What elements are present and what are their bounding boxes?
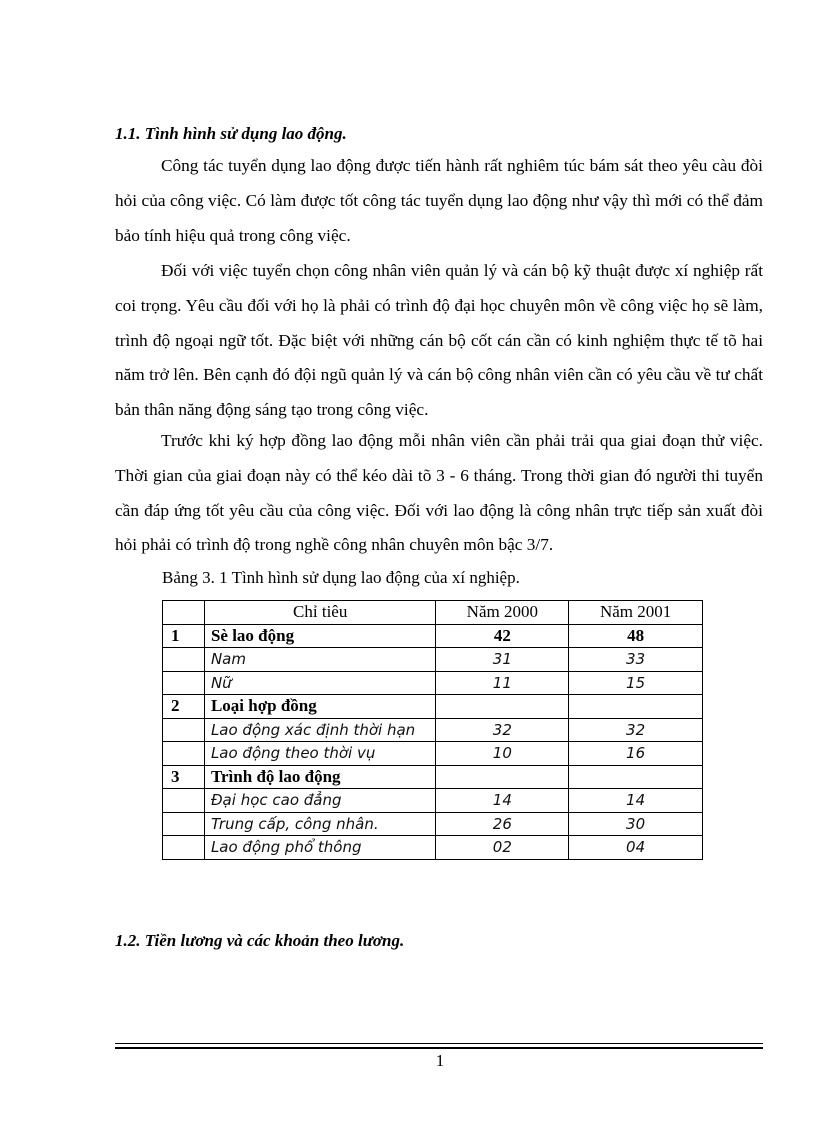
table-header-row bbox=[163, 601, 703, 625]
section-heading-1-1: 1.1. Tình hình sử dụng lao động. bbox=[115, 124, 347, 143]
group-value-2000 bbox=[436, 765, 569, 789]
index-cell bbox=[163, 718, 205, 742]
paragraph-probation: Trước khi ký hợp đồng lao động mỗi nhân viên cần phải trải qua giai đoạn thử việc. Thời gian của giai đoạn này có thể kéo dài tõ 3 - 6 tháng. Trong thời gian đó người thi tuyển cần đáp ứng tốt yêu cầu của công việc. Đối với lao động là công nhân trực tiếp sản xuất đòi hỏi phải có trình độ trong nghề công nhân chuyên môn bậc 3/7. bbox=[115, 431, 763, 555]
group-index: 1 bbox=[163, 624, 205, 648]
table-row bbox=[163, 648, 703, 672]
group-value-2000 bbox=[436, 695, 569, 719]
group-value-2001: 48 bbox=[569, 624, 703, 648]
header-index-cell bbox=[163, 601, 205, 625]
page-number: 1 bbox=[435, 1051, 445, 1070]
row-label: Lao động xác định thời hạn bbox=[204, 718, 436, 742]
group-index: 3 bbox=[163, 765, 205, 789]
group-label: Sè lao động bbox=[204, 624, 436, 648]
index-cell bbox=[163, 671, 205, 695]
index-cell bbox=[163, 812, 205, 836]
index-cell bbox=[163, 742, 205, 766]
group-label: Loại hợp đồng bbox=[204, 695, 436, 719]
section-heading-1-2: 1.2. Tiền lương và các khoản theo lương. bbox=[115, 931, 405, 950]
table-caption: Bảng 3. 1 Tình hình sử dụng lao động của xí nghiệp. bbox=[162, 568, 520, 587]
row-value-2000: 14 bbox=[436, 789, 569, 813]
table-group-row bbox=[163, 624, 703, 648]
row-label: Nam bbox=[204, 648, 436, 672]
labor-usage-table bbox=[162, 600, 703, 860]
table-row bbox=[163, 789, 703, 813]
header-year-2000: Năm 2000 bbox=[436, 601, 569, 625]
row-label: Đại học cao đẳng bbox=[204, 789, 436, 813]
index-cell bbox=[163, 789, 205, 813]
table-row bbox=[163, 836, 703, 860]
table-row bbox=[163, 812, 703, 836]
row-value-2001: 14 bbox=[569, 789, 703, 813]
group-value-2000: 42 bbox=[436, 624, 569, 648]
index-cell bbox=[163, 836, 205, 860]
row-value-2000: 26 bbox=[436, 812, 569, 836]
row-value-2001: 32 bbox=[569, 718, 703, 742]
row-value-2001: 33 bbox=[569, 648, 703, 672]
table-row bbox=[163, 718, 703, 742]
group-value-2001 bbox=[569, 765, 703, 789]
row-value-2000: 02 bbox=[436, 836, 569, 860]
group-value-2001 bbox=[569, 695, 703, 719]
row-label: Trung cấp, công nhân. bbox=[204, 812, 436, 836]
group-index: 2 bbox=[163, 695, 205, 719]
row-value-2000: 32 bbox=[436, 718, 569, 742]
row-value-2000: 10 bbox=[436, 742, 569, 766]
row-label: Lao động phổ thông bbox=[204, 836, 436, 860]
header-indicator: Chỉ tiêu bbox=[204, 601, 436, 625]
row-value-2001: 30 bbox=[569, 812, 703, 836]
table-group-row bbox=[163, 695, 703, 719]
footer-rule-thin bbox=[115, 1043, 763, 1044]
row-value-2000: 11 bbox=[436, 671, 569, 695]
table-row bbox=[163, 742, 703, 766]
table-row bbox=[163, 671, 703, 695]
row-value-2001: 04 bbox=[569, 836, 703, 860]
row-label: Nữ bbox=[204, 671, 436, 695]
header-year-2001: Năm 2001 bbox=[569, 601, 703, 625]
row-value-2001: 16 bbox=[569, 742, 703, 766]
footer-rule-thick bbox=[115, 1047, 763, 1049]
row-value-2000: 31 bbox=[436, 648, 569, 672]
row-value-2001: 15 bbox=[569, 671, 703, 695]
row-label: Lao động theo thời vụ bbox=[204, 742, 436, 766]
table-group-row bbox=[163, 765, 703, 789]
group-label: Trình độ lao động bbox=[204, 765, 436, 789]
index-cell bbox=[163, 648, 205, 672]
paragraph-selection: Đối với việc tuyển chọn công nhân viên quản lý và cán bộ kỹ thuật được xí nghiệp rất coi trọng. Yêu cầu đối với họ là phải có trình độ đại học chuyên môn về công việc họ sẽ làm, trình độ ngoại ngữ tốt. Đặc biệt với những cán bộ cốt cán cần có kinh nghiệm thực tế tõ hai năm trở lên. Bên cạnh đó đội ngũ quản lý và cán bộ công nhân viên cần có yêu cầu về tư chất bản thân năng động sáng tạo trong công việc. bbox=[115, 261, 763, 420]
paragraph-recruitment: Công tác tuyển dụng lao động được tiến hành rất nghiêm túc bám sát theo yêu càu đòi hỏi của công việc. Có làm được tốt công tác tuyển dụng lao động như vậy thì mới có thể đảm bảo tính hiệu quả trong công việc. bbox=[115, 156, 763, 245]
